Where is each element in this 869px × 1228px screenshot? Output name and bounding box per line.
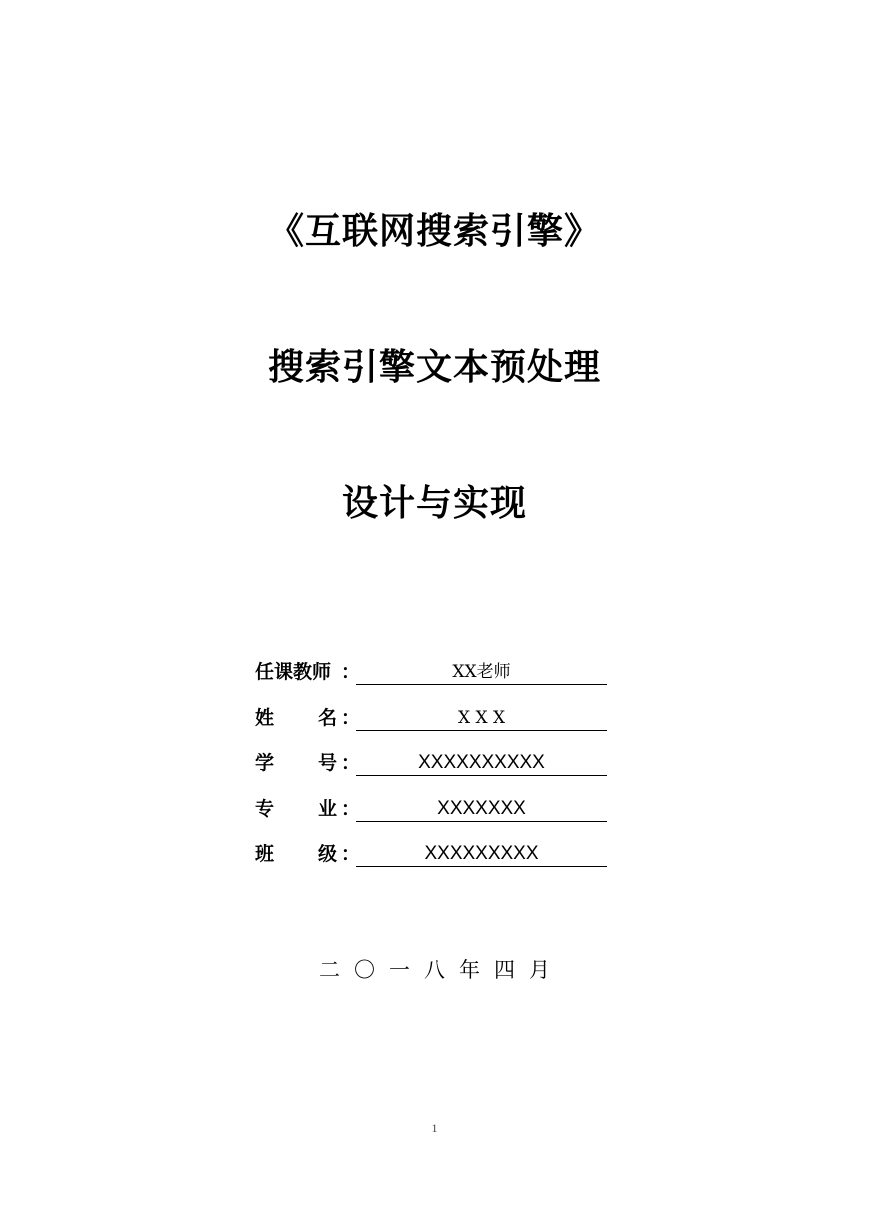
student-id-label-char-1: 学 xyxy=(255,752,275,774)
teacher-value: XX老师 xyxy=(356,660,607,685)
name-label xyxy=(255,706,337,730)
student-id-row xyxy=(255,747,615,793)
submission-date: 二〇一八年四月 xyxy=(319,958,564,982)
major-label-char-1: 专 xyxy=(255,797,275,820)
name-row xyxy=(255,702,615,748)
student-info-table xyxy=(255,656,615,884)
course-title: 《互联网搜索引擎》 xyxy=(267,211,601,252)
name-colon: ： xyxy=(341,706,361,729)
major-label xyxy=(255,797,337,821)
teacher-row xyxy=(255,656,615,702)
class-label-char-2: 级 xyxy=(317,843,337,865)
major-label-char-2: 业 xyxy=(317,797,337,820)
name-value: X X X xyxy=(356,706,607,731)
teacher-label: 任课教师 xyxy=(255,661,332,683)
major-colon: ： xyxy=(341,797,361,820)
major-row xyxy=(255,793,615,839)
teacher-colon: ： xyxy=(341,661,361,683)
class-colon: ： xyxy=(341,843,361,865)
student-id-colon: ： xyxy=(341,752,361,774)
student-id-label-char-2: 号 xyxy=(317,752,337,774)
name-label-char-2: 名 xyxy=(317,706,337,729)
topic-title: 搜索引擎文本预处理 xyxy=(267,347,601,388)
class-value: XXXXXXXXX xyxy=(356,842,607,867)
class-label-char-1: 班 xyxy=(255,843,275,865)
subtitle: 设计与实现 xyxy=(341,483,527,524)
student-id-label xyxy=(255,751,337,775)
class-label xyxy=(255,842,337,866)
page-number: 1 xyxy=(431,1121,438,1135)
major-value: XXXXXXX xyxy=(356,797,607,822)
class-row xyxy=(255,838,615,884)
name-label-char-1: 姓 xyxy=(255,706,275,729)
student-id-value: XXXXXXXXXX xyxy=(356,751,607,776)
